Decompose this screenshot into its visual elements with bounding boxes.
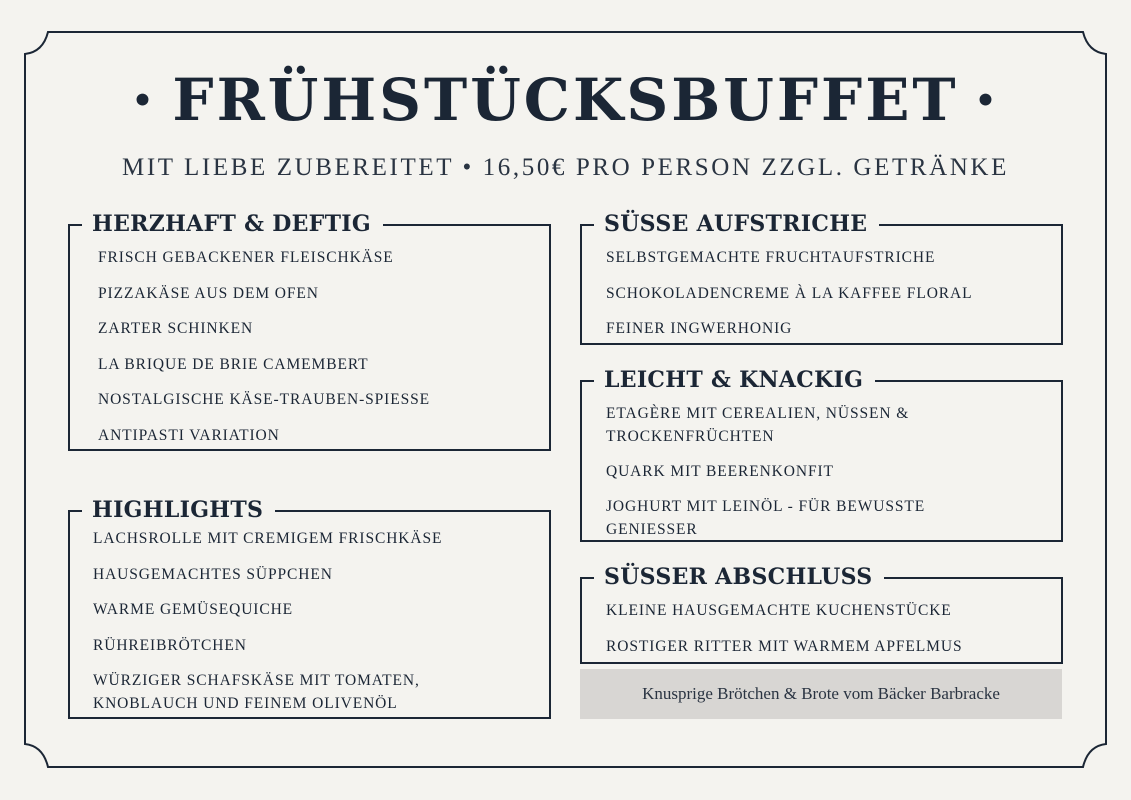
menu-item: WÜRZIGER SCHAFSKÄSE MIT TOMATEN, KNOBLAUCH UND FEINEM OLIVENÖL bbox=[93, 672, 420, 712]
section-suesse-aufstriche bbox=[580, 211, 1063, 345]
section-title: LEICHT & KNACKIG bbox=[594, 363, 875, 397]
bakery-note-text: Knusprige Brötchen & Brote vom Bäcker Barbracke bbox=[642, 684, 1000, 703]
item-list bbox=[606, 246, 1051, 340]
bakery-note bbox=[580, 669, 1062, 719]
menu-item: HAUSGEMACHTES SÜPPCHEN bbox=[93, 565, 333, 583]
menu-item: FRISCH GEBACKENER FLEISCHKÄSE bbox=[98, 249, 394, 266]
menu-item: FEINER INGWERHONIG bbox=[606, 320, 793, 337]
item-list bbox=[93, 527, 539, 715]
section-title: HIGHLIGHTS bbox=[82, 493, 275, 527]
menu-item: RÜHREIBRÖTCHEN bbox=[93, 636, 247, 654]
menu-item: NOSTALGISCHE KÄSE-TRAUBEN-SPIESSE bbox=[98, 391, 431, 408]
section-title: SÜSSE AUFSTRICHE bbox=[594, 207, 879, 241]
menu-item: LA BRIQUE DE BRIE CAMEMBERT bbox=[98, 355, 369, 373]
section-herzhaft-deftig bbox=[68, 211, 551, 451]
menu-item: KLEINE HAUSGEMACHTE KUCHENSTÜCKE bbox=[606, 602, 952, 619]
section-title: HERZHAFT & DEFTIG bbox=[82, 207, 383, 241]
title-dot-right: • bbox=[974, 81, 1000, 121]
title-text: FRÜHSTÜCKSBUFFET bbox=[172, 66, 959, 134]
menu-item: ZARTER SCHINKEN bbox=[98, 320, 254, 337]
menu-item: ETAGÈRE MIT CEREALIEN, NÜSSEN & TROCKENFRÜCHTEN bbox=[606, 405, 910, 445]
menu-item: SCHOKOLADENCREME À LA KAFFEE FLORAL bbox=[606, 284, 973, 302]
subtitle: MIT LIEBE ZUBEREITET • 16,50€ PRO PERSON ZZGL. GETRÄNKE bbox=[122, 154, 1009, 181]
item-list bbox=[606, 402, 1051, 541]
menu-item: JOGHURT MIT LEINÖL - FÜR BEWUSSTE GENIESSER bbox=[606, 498, 926, 538]
menu-item: LACHSROLLE MIT CREMIGEM FRISCHKÄSE bbox=[93, 530, 443, 547]
section-title: SÜSSER ABSCHLUSS bbox=[594, 560, 884, 594]
section-leicht-knackig bbox=[580, 367, 1063, 542]
menu-item: PIZZAKÄSE AUS DEM OFEN bbox=[98, 284, 319, 302]
menu-item: ANTIPASTI VARIATION bbox=[98, 426, 280, 444]
item-list bbox=[606, 599, 1051, 658]
menu-item: SELBSTGEMACHTE FRUCHTAUFSTRICHE bbox=[606, 249, 936, 266]
menu-item: ROSTIGER RITTER MIT WARMEM APFELMUS bbox=[606, 637, 963, 655]
menu-item: WARME GEMÜSEQUICHE bbox=[93, 601, 294, 618]
section-highlights bbox=[68, 497, 551, 719]
section-suesser-abschluss bbox=[580, 564, 1063, 664]
title-dot-left: • bbox=[131, 81, 157, 121]
item-list bbox=[98, 246, 539, 447]
page-title bbox=[0, 60, 1131, 145]
menu-item: QUARK MIT BEERENKONFIT bbox=[606, 463, 834, 480]
